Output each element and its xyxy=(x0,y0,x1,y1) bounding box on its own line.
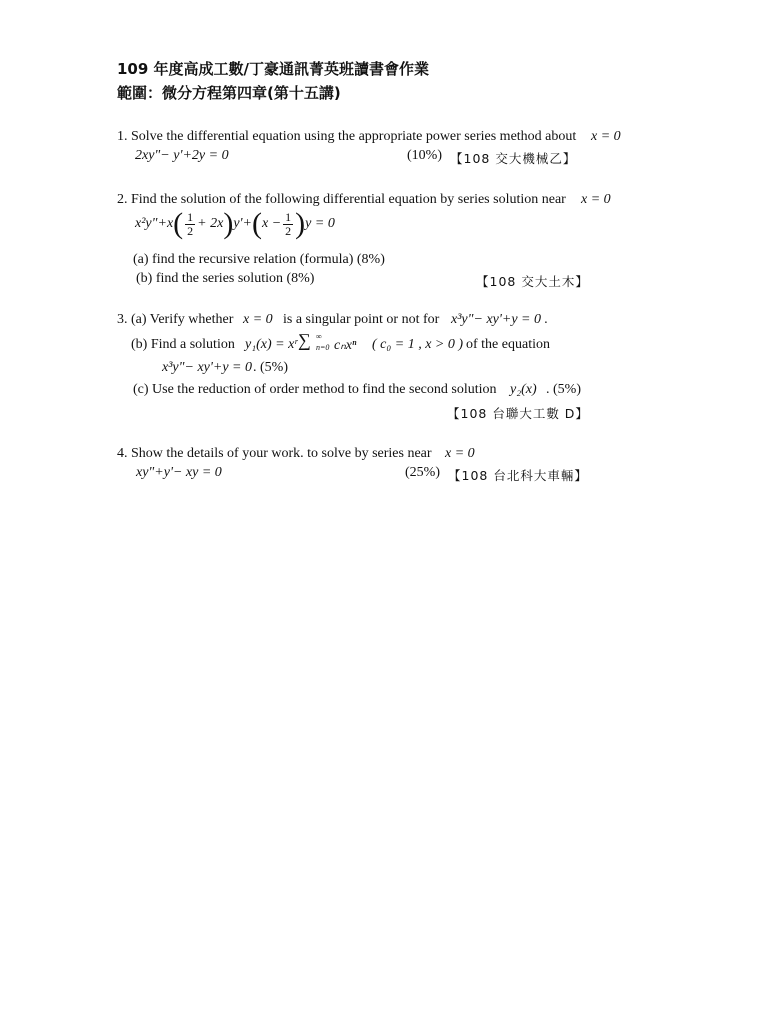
problem-1-source: 【108 交大機械乙】 xyxy=(450,151,577,166)
problem-3-part-b-tail: of the equation xyxy=(466,337,550,352)
problem-3-point: x = 0 xyxy=(243,312,273,327)
eq-part-2: + 2x xyxy=(197,216,224,231)
problem-1-equation: 2xy"− y'+2y = 0 xyxy=(135,148,229,163)
fraction-2 xyxy=(283,211,293,238)
fraction-1 xyxy=(185,211,195,238)
problem-3-part-a: 3. (a) Verify whether xyxy=(117,312,234,327)
eq-part-3: y'+ xyxy=(233,216,252,231)
eq-part-4: x − xyxy=(262,216,282,231)
problem-3-part-b: (b) Find a solution xyxy=(131,337,235,352)
problem-4-score: (25%) xyxy=(405,465,440,480)
problem-2-point: x = 0 xyxy=(581,192,611,207)
problem-3-part-c-equation: y₂(x) xyxy=(510,382,537,397)
eq-part-1: x²y"+x xyxy=(135,216,174,231)
sum-symbol: ∑ xyxy=(298,330,311,350)
fraction-1-numerator: 1 xyxy=(187,209,194,224)
problem-3-solution-form: y₁(x) = xʳ xyxy=(245,337,298,352)
problem-4-statement: 4. Show the details of your work. to solve by series near xyxy=(117,446,432,461)
problem-4-equation: xy"+y'− xy = 0 xyxy=(136,465,222,480)
problem-2-statement: 2. Find the solution of the following differential equation by series solution near xyxy=(117,192,566,207)
problem-2-part-a: (a) find the recursive relation (formula) (8%) xyxy=(133,252,385,267)
problem-2-part-b: (b) find the series solution (8%) xyxy=(136,271,315,286)
eq-part-5: y = 0 xyxy=(305,216,335,231)
problem-3-condition: ( c₀ = 1 , x > 0 ) xyxy=(372,337,464,352)
problem-3-source: 【108 台聯大工數 D】 xyxy=(447,406,589,421)
problem-3-part-b-score: . (5%) xyxy=(253,360,288,375)
problem-4-point: x = 0 xyxy=(445,446,475,461)
problem-2-source: 【108 交大土木】 xyxy=(476,274,589,289)
problem-3-series-term: cₙxⁿ xyxy=(334,338,357,353)
open-paren: ( xyxy=(252,207,262,240)
page-title: 109 年度高成工數/丁豪通訊菁英班讀書會作業 xyxy=(117,60,430,78)
problem-3-part-c-score: . (5%) xyxy=(546,382,581,397)
problem-3-part-a-equation: x³y"− xy'+y = 0 . xyxy=(451,312,548,327)
fraction-1-denominator: 2 xyxy=(187,223,194,238)
problem-1-score: (10%) xyxy=(407,148,442,163)
problem-3-part-b-equation: x³y"− xy'+y = 0 xyxy=(162,360,252,375)
open-paren: ( xyxy=(173,207,184,240)
close-paren: ) xyxy=(223,207,234,240)
close-paren: ) xyxy=(295,207,306,240)
fraction-2-numerator: 1 xyxy=(285,209,292,224)
fraction-2-denominator: 2 xyxy=(285,223,292,238)
sum-limits: ∞ n=0 xyxy=(316,332,330,352)
problem-2-equation xyxy=(135,206,335,242)
problem-1-point: x = 0 xyxy=(591,129,621,144)
scope-line: 範圍：微分方程第四章(第十五講) xyxy=(117,84,341,102)
problem-1-statement: 1. Solve the differential equation using the appropriate power series method about xyxy=(117,129,577,144)
problem-3-part-c: (c) Use the reduction of order method to find the second solution xyxy=(133,382,497,397)
problem-4-source: 【108 台北科大車輛】 xyxy=(448,468,588,483)
problem-3-part-a-mid: is a singular point or not for xyxy=(283,312,440,327)
